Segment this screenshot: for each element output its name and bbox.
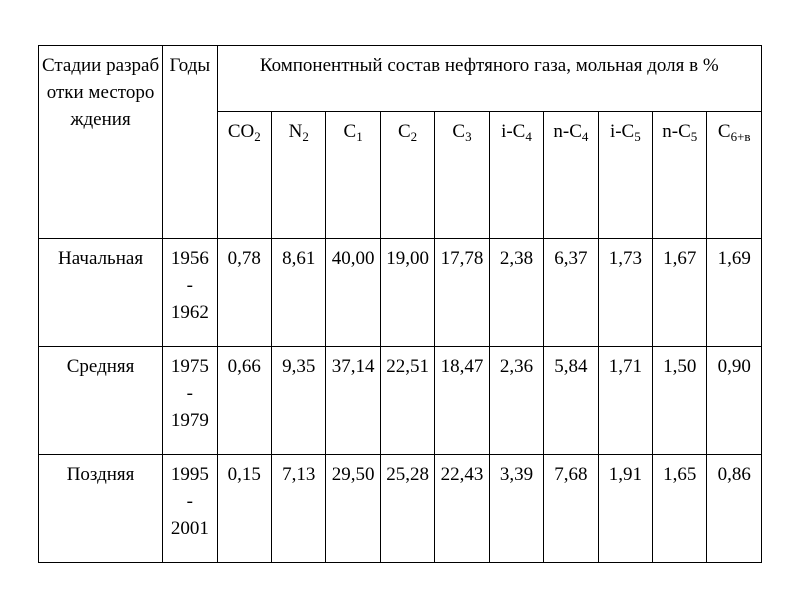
value-cell: 2,36 (489, 347, 543, 455)
value-cell: 17,78 (435, 239, 489, 347)
stage-cell: Поздняя (39, 455, 163, 563)
years-cell (163, 455, 217, 563)
value-cell: 18,47 (435, 347, 489, 455)
year-part: 2001 (170, 518, 209, 539)
component-name: C (717, 121, 731, 142)
table-row (39, 347, 762, 455)
component-name: C (397, 121, 411, 142)
component-subscript: 1 (356, 129, 363, 144)
year-part: 1975 (170, 356, 209, 377)
component-name: N (288, 121, 303, 142)
component-subscript: 6+в (730, 129, 751, 144)
value-cell: 1,73 (598, 239, 652, 347)
year-part: 1979 (170, 410, 209, 431)
component-header-cell (271, 112, 325, 239)
value-cell: 7,13 (271, 455, 325, 563)
year-part: - (186, 275, 193, 296)
year-part: 1956 (170, 248, 209, 269)
years-header: Годы (163, 46, 217, 239)
years-cell (163, 347, 217, 455)
component-header-cell (435, 112, 489, 239)
year-part: 1995 (170, 464, 209, 485)
value-cell: 8,61 (271, 239, 325, 347)
component-subscript: 2 (254, 129, 261, 144)
value-cell: 29,50 (326, 455, 380, 563)
value-cell: 0,66 (217, 347, 271, 455)
value-cell: 40,00 (326, 239, 380, 347)
component-subscript: 2 (302, 129, 309, 144)
years-cell (163, 239, 217, 347)
component-header-cell (217, 112, 271, 239)
value-cell: 5,84 (544, 347, 598, 455)
component-header-cell (653, 112, 707, 239)
component-subscript: 5 (634, 129, 641, 144)
component-subscript: 2 (410, 129, 418, 144)
table-body (39, 239, 762, 563)
value-cell: 1,67 (653, 239, 707, 347)
year-part: - (186, 383, 193, 404)
table-row (39, 239, 762, 347)
value-cell: 1,71 (598, 347, 652, 455)
value-cell: 7,68 (544, 455, 598, 563)
component-header-cell (598, 112, 652, 239)
component-name: CO (227, 121, 255, 142)
value-cell: 0,86 (707, 455, 762, 563)
component-subscript: 4 (581, 129, 589, 144)
component-header-cell (489, 112, 543, 239)
value-cell: 1,69 (707, 239, 762, 347)
year-part: - (186, 491, 193, 512)
value-cell: 22,51 (380, 347, 434, 455)
value-cell: 1,50 (653, 347, 707, 455)
value-cell: 1,65 (653, 455, 707, 563)
value-cell: 0,90 (707, 347, 762, 455)
value-cell: 0,15 (217, 455, 271, 563)
value-cell: 19,00 (380, 239, 434, 347)
value-cell: 0,78 (217, 239, 271, 347)
value-cell: 9,35 (271, 347, 325, 455)
stage-cell: Начальная (39, 239, 163, 347)
component-name: i-C (501, 121, 526, 142)
stage-header: Стадии разработки месторождения (39, 46, 163, 239)
header-row (39, 46, 762, 112)
value-cell: 3,39 (489, 455, 543, 563)
component-header-cell (380, 112, 434, 239)
component-name: i-C (609, 121, 635, 142)
component-header-cell (326, 112, 380, 239)
component-subscript: 4 (525, 129, 532, 144)
component-name: C (343, 121, 357, 142)
component-name: C (452, 121, 466, 142)
component-name: n-C (553, 121, 582, 142)
component-name: n-C (662, 121, 691, 142)
component-subscript: 5 (690, 129, 698, 144)
stage-cell: Средняя (39, 347, 163, 455)
value-cell: 37,14 (326, 347, 380, 455)
table-row (39, 455, 762, 563)
component-subscript: 3 (465, 129, 472, 144)
year-part: 1962 (170, 302, 209, 323)
gas-composition-table (38, 45, 762, 563)
value-cell: 22,43 (435, 455, 489, 563)
component-header-cell (707, 112, 762, 239)
component-header-cell (544, 112, 598, 239)
value-cell: 25,28 (380, 455, 434, 563)
value-cell: 6,37 (544, 239, 598, 347)
value-cell: 1,91 (598, 455, 652, 563)
composition-header: Компонентный состав нефтяного газа, мольная доля в % (217, 46, 761, 112)
value-cell: 2,38 (489, 239, 543, 347)
